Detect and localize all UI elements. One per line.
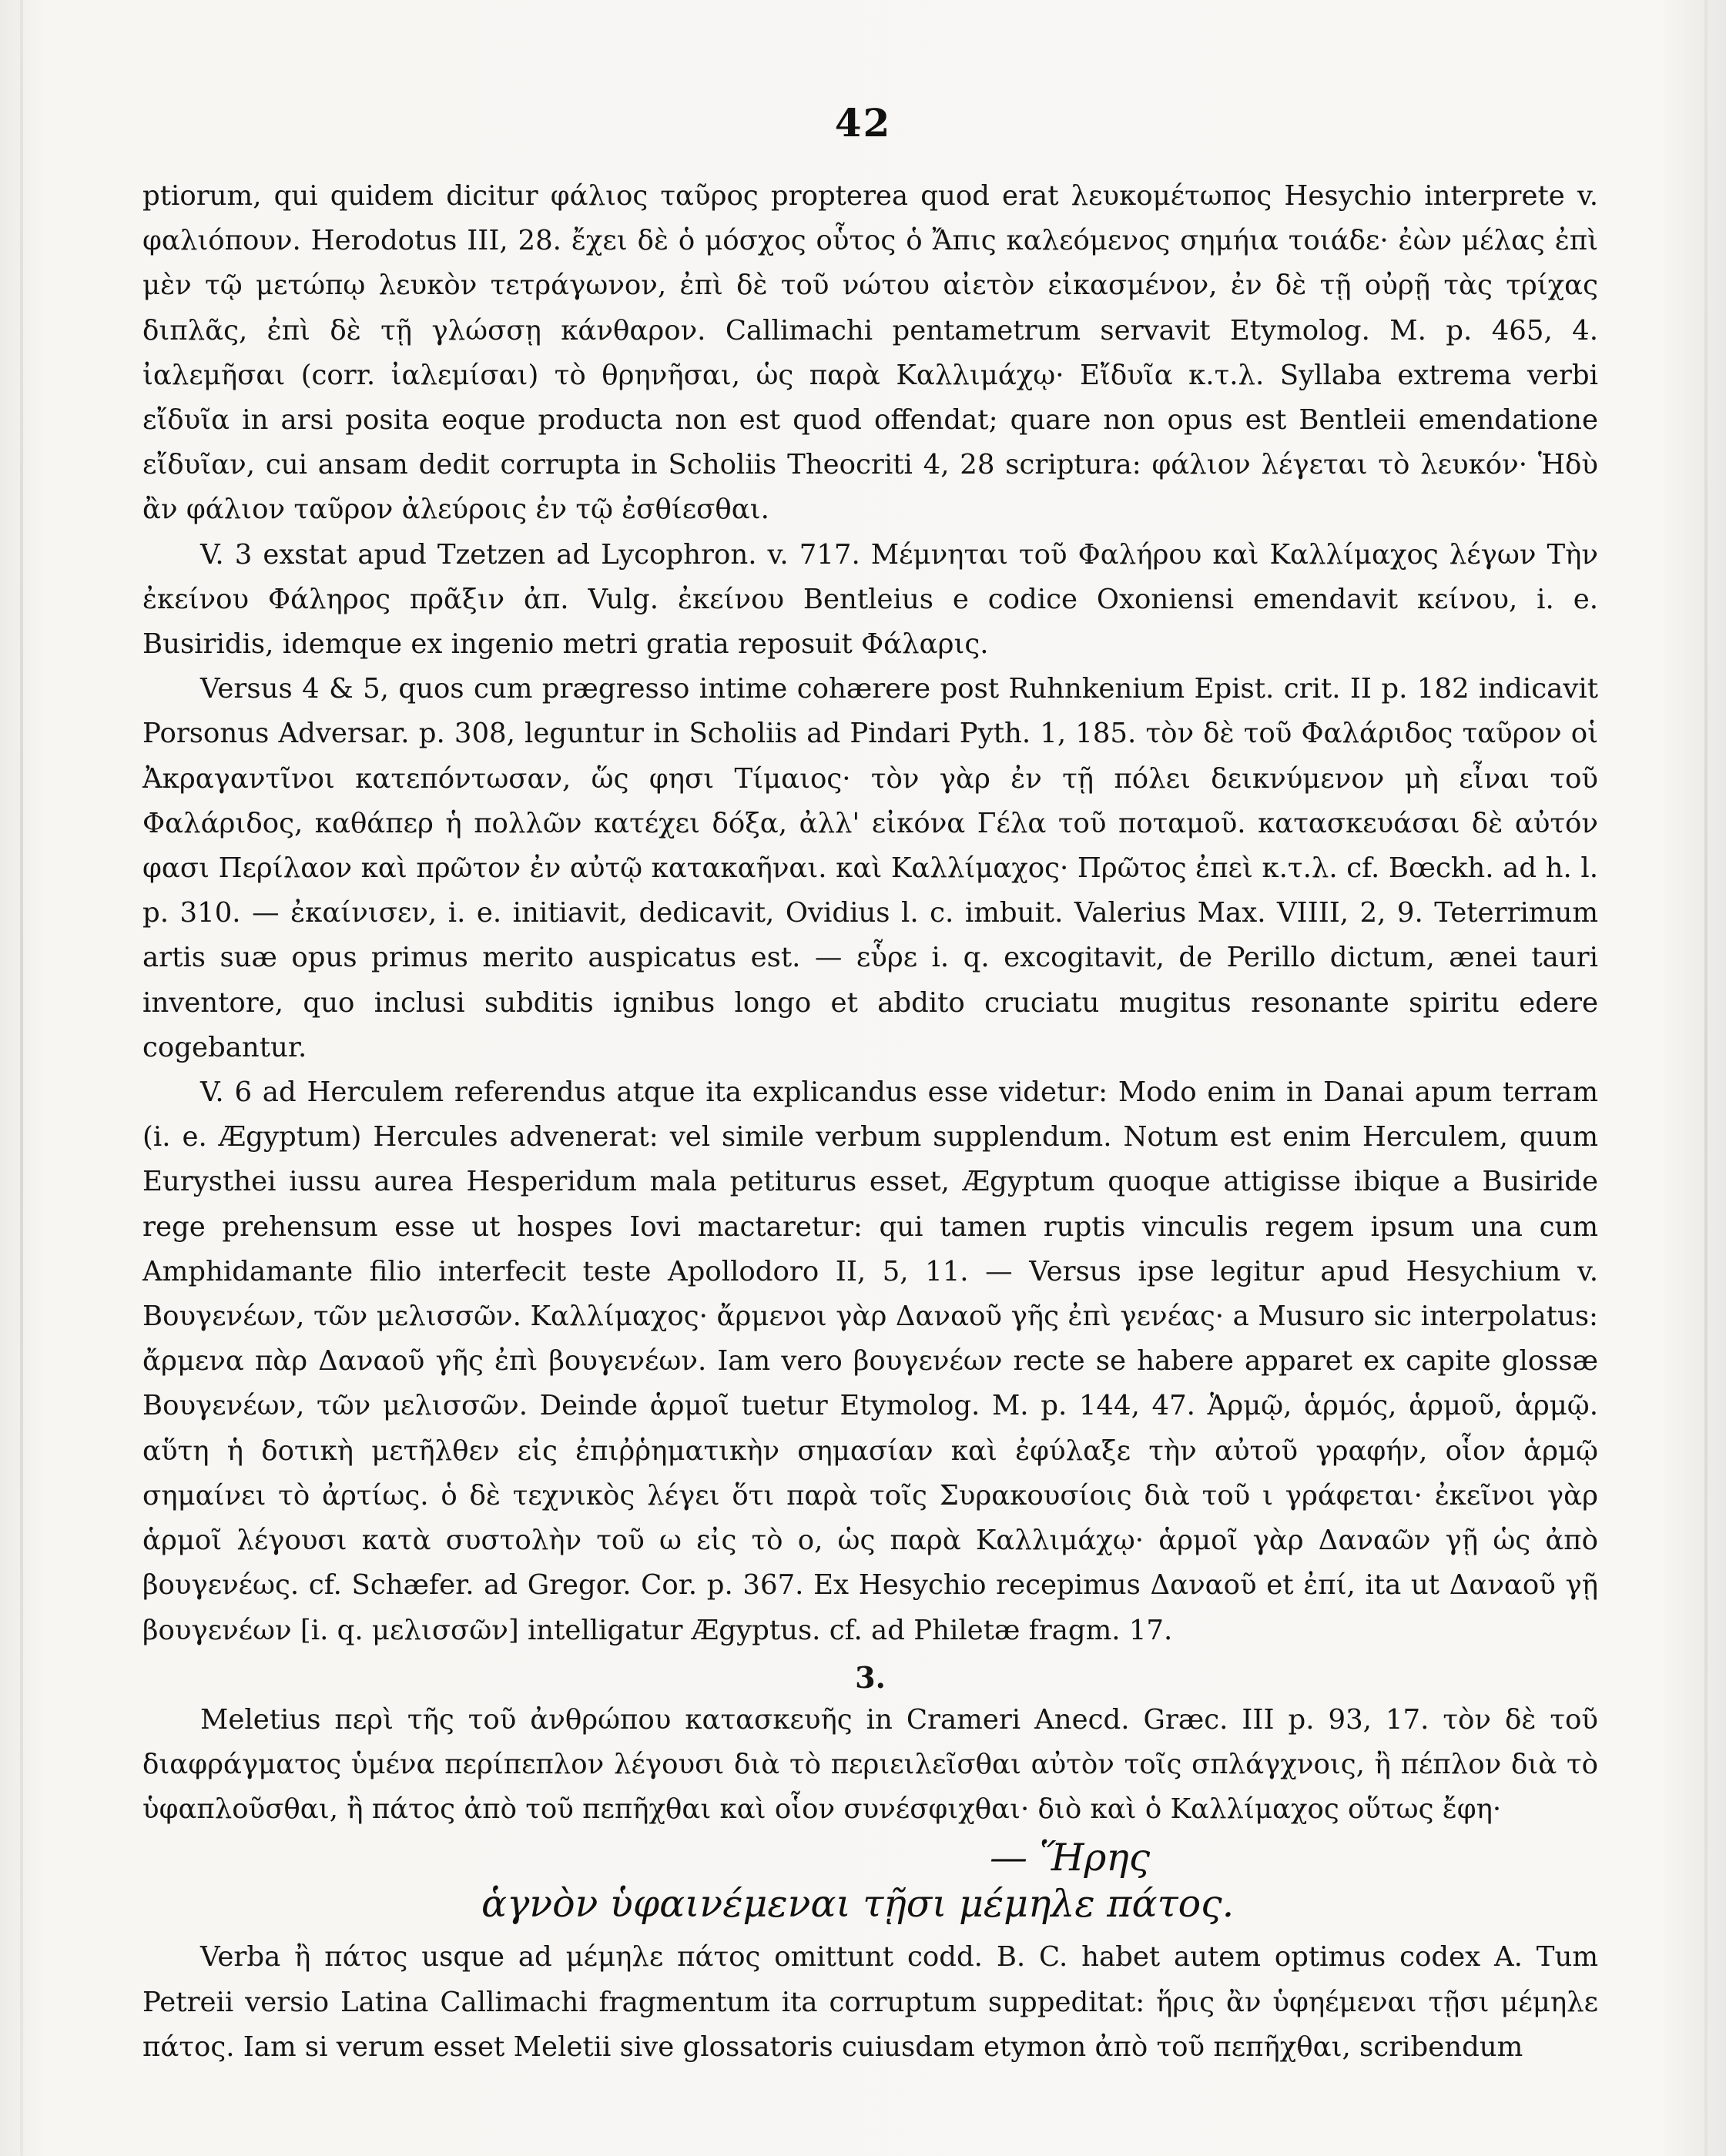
section-number: 3. <box>855 1659 886 1695</box>
paragraph-final: Verba ἢ πάτος usque ad μέμηλε πάτος omittunt codd. B. C. habet autem optimus codex A. Tum Petreii versio Latina Callimachi fragmentum ita corruptum suppeditat: ἥρις ἂν ὑφηέμεναι τῇσι μέμηλε πάτος. Iam si verum esset Meletii sive glossatoris cuiusdam etymon ἀπὸ τοῦ πεπῆχθαι, scribendum <box>142 1941 1598 2063</box>
paragraph-verse-6-note: V. 6 ad Herculem referendus atque ita explicandus esse videtur: Modo enim in Danai apum terram (i. e. Ægyptum) Hercules advenerat: vel simile verbum supplendum. Notum est enim Herculem, quum Eurysthei iussu aurea Hesperidum mala petiturus esset, Ægyptum quoque attigisse ibique a Busiride rege prehensum esse ut hospes Iovi mactaretur: qui tamen ruptis vinculis regem ipsum una cum Amphidamante filio interfecit teste Apollodoro II, 5, 11. — Versus ipse legitur apud Hesychium v. Βουγενέων, τῶν μελισσῶν. Καλλίμαχος· ἄρμενοι γὰρ Δαναοῦ γῆς ἐπὶ γενέας· a Musuro sic interpolatus: ἄρμενα πὰρ Δαναοῦ γῆς ἐπὶ βουγενέων. Iam vero βουγενέων recte se habere apparet ex capite glossæ Βουγενέων, τῶν μελισσῶν. Deinde ἁρμοῖ tuetur Etymolog. M. p. 144, 47. Ἁρμῷ, ἁρμός, ἁρμοῦ, ἁρμῷ. αὕτη ἡ δοτικὴ μετῆλθεν εἰς ἐπιῤῥηματικὴν σημασίαν καὶ ἐφύλαξε τὴν αὐτοῦ γραφήν, οἷον ἁρμῷ σημαίνει τὸ ἀρτίως. ὁ δὲ τεχνικὸς λέγει ὅτι παρὰ τοῖς Συρακουσίοις διὰ τοῦ ι γράφεται· ἐκεῖνοι γὰρ ἁρμοῖ λέγουσι κατὰ συστολὴν τοῦ ω εἰς τὸ ο, ὡς παρὰ Καλλιμάχῳ· ἁρμοῖ γὰρ Δαναῶν γῇ ὡς ἀπὸ βουγενέως. cf. Schæfer. ad Gregor. Cor. p. 367. Ex Hesychio recepimus Δαναοῦ et ἐπί, ita ut Δαναοῦ γῇ βουγενέων [i. q. μελισσῶν] intelligatur Ægyptus. cf. ad Philetæ fragm. 17. <box>142 1076 1598 1646</box>
paragraph-verse-3-note: V. 3 exstat apud Tzetzen ad Lycophron. v. 717. Μέμνηται τοῦ Φαλήρου καὶ Καλλίμαχος λέγων Τὴν ἐκείνου Φάληρος πρᾶξιν ἀπ. Vulg. ἐκείνου Bentleius e codice Oxoniensi emendavit κείνου, i. e. Busiridis, idemque ex ingenio metri gratia reposuit Φάλαρις. <box>142 538 1598 661</box>
page-edge-shadow-right <box>1704 0 1708 2156</box>
page-edge-shadow-left <box>20 0 23 2156</box>
page-body <box>142 174 1598 2070</box>
page-number: 42 <box>834 100 892 146</box>
paragraph-continuation: ptiorum, qui quidem dicitur φάλιος ταῦρος propterea quod erat λευκομέτωπος Hesychio interprete v. φαλιόπουν. Herodotus III, 28. ἔχει δὲ ὁ μόσχος οὗτος ὁ Ἄπις καλεόμενος σημήια τοιάδε· ἐὼν μέλας ἐπὶ μὲν τῷ μετώπῳ λευκὸν τετράγωνον, ἐπὶ δὲ τοῦ νώτου αἰετὸν εἰκασμένον, ἐν δὲ τῇ οὐρῇ τὰς τρίχας διπλᾶς, ἐπὶ δὲ τῇ γλώσσῃ κάνθαρον. Callimachi pentametrum servavit Etymolog. M. p. 465, 4. ἰαλεμῆσαι (corr. ἰαλεμίσαι) τὸ θρηνῆσαι, ὡς παρὰ Καλλιμάχῳ· Εἴδυῖα κ.τ.λ. Syllaba extrema verbi εἴδυῖα in arsi posita eoque producta non est quod offendat; quare non opus est Bentleii emendatione εἴδυῖαν, cui ansam dedit corrupta in Scholiis Theocriti 4, 28 scriptura: φάλιον λέγεται τὸ λευκόν· Ἡδὺ ἂν φάλιον ταῦρον ἀλεύροις ἐν τῷ ἐσθίεσθαι. <box>142 180 1598 526</box>
verse-line-2: ἁγνὸν ὑφαινέμεναι τῇσι μέμηλε πάτος. <box>481 1882 1235 1927</box>
paragraph-meletius-quote: Meletius περὶ τῆς τοῦ ἀνθρώπου κατασκευῆς in Crameri Anecd. Græc. III p. 93, 17. τὸν δὲ τοῦ διαφράγματος ὑμένα περίπεπλον λέγουσι διὰ τὸ περιειλεῖσθαι αὐτὸν τοῖς σπλάγχνοις, ἢ πέπλον διὰ τὸ ὑφαπλοῦσθαι, ἢ πάτος ἀπὸ τοῦ πεπῆχθαι καὶ οἷον συνέσφιχθαι· διὸ καὶ ὁ Καλλίμαχος οὕτως ἔφη· <box>142 1703 1598 1826</box>
paragraph-verses-4-5-note: Versus 4 & 5, quos cum prægresso intime cohærere post Ruhnkenium Epist. crit. II p. 182 indicavit Porsonus Adversar. p. 308, leguntur in Scholiis ad Pindari Pyth. 1, 185. τὸν δὲ τοῦ Φαλάριδος ταῦρον οἱ Ἀκραγαντῖνοι κατεπόντωσαν, ὥς φησι Τίμαιος· τὸν γὰρ ἐν τῇ πόλει δεικνύμενον μὴ εἶναι τοῦ Φαλάριδος, καθάπερ ἡ πολλῶν κατέχει δόξα, ἀλλ' εἰκόνα Γέλα τοῦ ποταμοῦ. κατασκευάσαι δὲ αὐτόν φασι Περίλαον καὶ πρῶτον ἐν αὐτῷ κατακαῆναι. καὶ Καλλίμαχος· Πρῶτος ἐπεὶ κ.τ.λ. cf. Bœckh. ad h. l. p. 310. — ἐκαίνισεν, i. e. initiavit, dedicavit, Ovidius l. c. imbuit. Valerius Max. VIIII, 2, 9. Teterrimum artis suæ opus primus merito auspicatus est. — εὗρε i. q. excogitavit, de Perillo dictum, æneі tauri inventore, quo inclusi subditis ignibus longo et abdito cruciatu mugitus resonante spiritu edere cogebantur. <box>142 673 1598 1063</box>
verse-line-1: — Ἥρης <box>990 1836 1151 1880</box>
